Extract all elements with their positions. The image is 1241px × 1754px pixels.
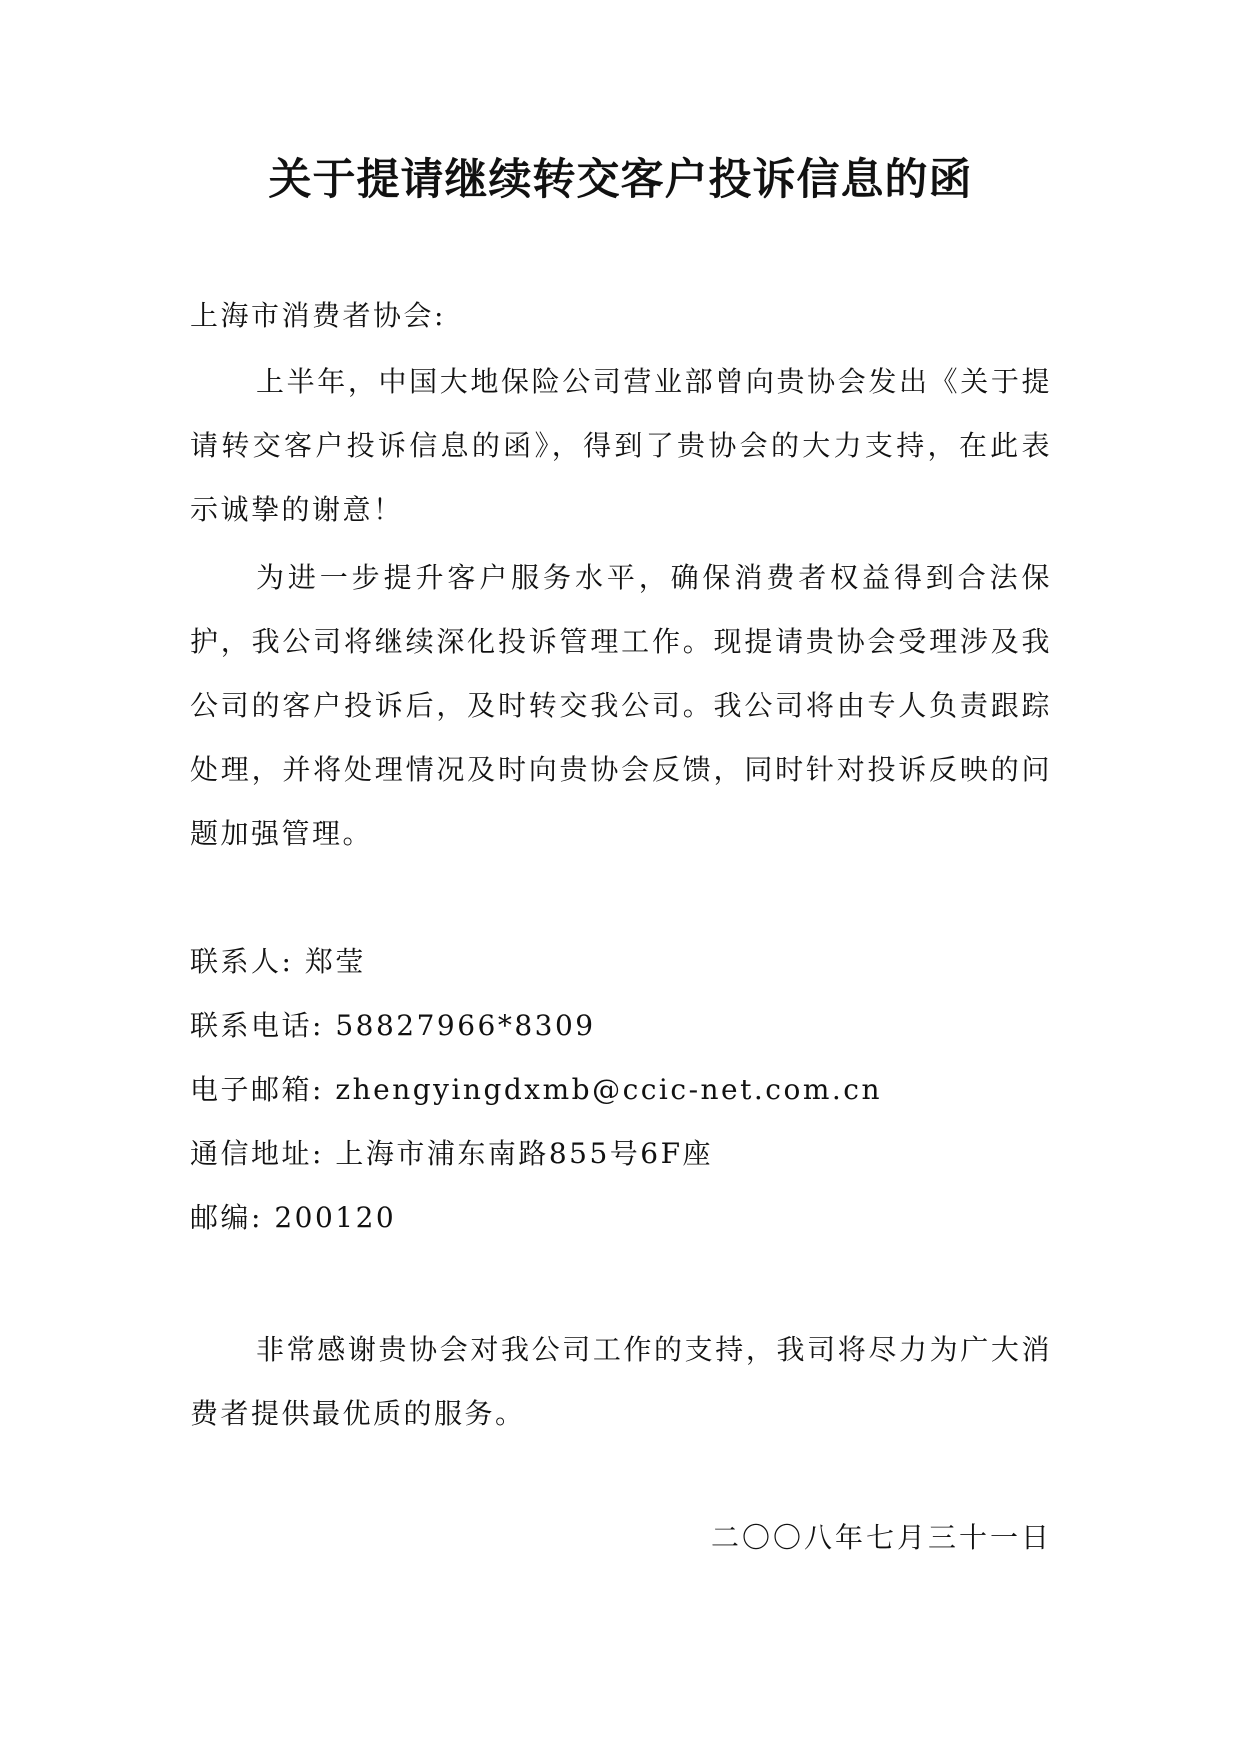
letter-paragraph-2: 为进一步提升客户服务水平，确保消费者权益得到合法保护，我公司将继续深化投诉管理工作。现提请贵协会受理涉及我公司的客户投诉后，及时转交我公司。我公司将由专人负责跟踪处理，并将处理情况及时向贵协会反馈，同时针对投诉反映的问题加强管理。 <box>190 561 1052 850</box>
letter-salutation: 上海市消费者协会: <box>190 299 446 332</box>
letter-paragraph-1: 上半年，中国大地保险公司营业部曾向贵协会发出《关于提请转交客户投诉信息的函》，得到了贵协会的大力支持，在此表示诚挚的谢意！ <box>190 365 1052 526</box>
contact-person: 联系人: 郑莹 <box>190 945 366 978</box>
letter-title: 关于提请继续转交客户投诉信息的函 <box>268 155 973 205</box>
letter-paragraph-3: 非常感谢贵协会对我公司工作的支持，我司将尽力为广大消费者提供最优质的服务。 <box>190 1333 1052 1430</box>
contact-info <box>190 930 1052 1250</box>
contact-address: 通信地址: 上海市浦东南路855号6F座 <box>190 1137 714 1170</box>
contact-email: 电子邮箱: zhengyingdxmb@ccic-net.com.cn <box>190 1073 882 1106</box>
contact-postcode: 邮编: 200120 <box>190 1201 397 1234</box>
letter-date: 二〇〇八年七月三十一日 <box>710 1521 1052 1554</box>
contact-phone: 联系电话: 58827966*8309 <box>190 1009 596 1042</box>
